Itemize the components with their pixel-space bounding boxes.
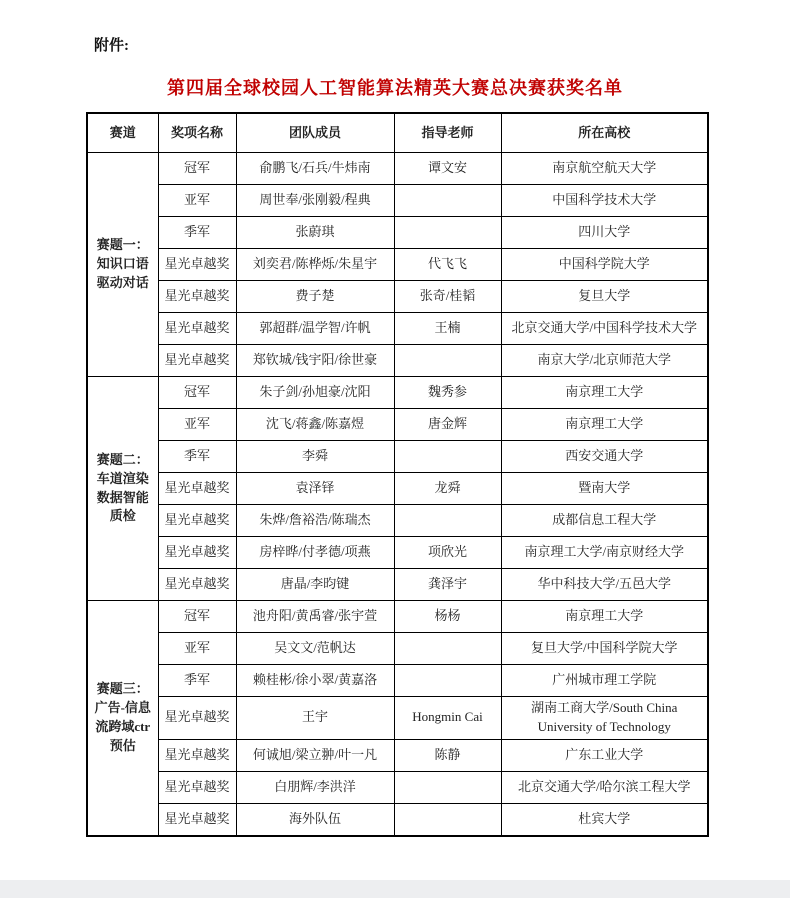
col-header-advisor: 指导老师 <box>394 113 501 153</box>
advisor-cell <box>394 633 501 665</box>
advisor-cell: 唐金辉 <box>394 409 501 441</box>
university-cell: 中国科学院大学 <box>501 249 708 281</box>
advisor-cell <box>394 665 501 697</box>
award-cell: 亚军 <box>158 633 236 665</box>
table-body <box>87 153 708 836</box>
members-cell: 沈飞/蒋鑫/陈嘉煜 <box>236 409 394 441</box>
university-cell: 南京理工大学 <box>501 377 708 409</box>
award-cell: 冠军 <box>158 601 236 633</box>
col-header-university: 所在高校 <box>501 113 708 153</box>
university-cell: 复旦大学/中国科学院大学 <box>501 633 708 665</box>
advisor-cell <box>394 803 501 836</box>
award-cell: 亚军 <box>158 409 236 441</box>
members-cell: 朱烨/詹裕浩/陈瑞杰 <box>236 505 394 537</box>
members-cell: 房梓晔/付孝德/项燕 <box>236 537 394 569</box>
awards-table <box>86 112 709 837</box>
university-cell: 南京航空航天大学 <box>501 153 708 185</box>
university-cell: 成都信息工程大学 <box>501 505 708 537</box>
table-row <box>87 185 708 217</box>
award-cell: 星光卓越奖 <box>158 345 236 377</box>
award-cell: 季军 <box>158 441 236 473</box>
university-cell: 湖南工商大学/South China University of Technology <box>501 697 708 740</box>
table-row <box>87 473 708 505</box>
advisor-cell: 杨杨 <box>394 601 501 633</box>
table-row <box>87 697 708 740</box>
university-cell: 北京交通大学/哈尔滨工程大学 <box>501 771 708 803</box>
members-cell: 费子楚 <box>236 281 394 313</box>
university-cell: 西安交通大学 <box>501 441 708 473</box>
advisor-cell <box>394 185 501 217</box>
university-cell: 暨南大学 <box>501 473 708 505</box>
award-cell: 星光卓越奖 <box>158 697 236 740</box>
table-row <box>87 739 708 771</box>
advisor-cell: 魏秀参 <box>394 377 501 409</box>
advisor-cell: 张奇/桂韬 <box>394 281 501 313</box>
page-title: 第四届全球校园人工智能算法精英大赛总决赛获奖名单 <box>167 78 623 98</box>
members-cell: 池舟阳/黄禹睿/张宇萱 <box>236 601 394 633</box>
members-cell: 袁泽铎 <box>236 473 394 505</box>
members-cell: 唐晶/李昀键 <box>236 569 394 601</box>
members-cell: 周世奉/张刚毅/程典 <box>236 185 394 217</box>
university-cell: 南京理工大学 <box>501 601 708 633</box>
members-cell: 郭超群/温学智/许帆 <box>236 313 394 345</box>
award-cell: 星光卓越奖 <box>158 771 236 803</box>
advisor-cell <box>394 441 501 473</box>
university-cell: 北京交通大学/中国科学技术大学 <box>501 313 708 345</box>
award-cell: 星光卓越奖 <box>158 569 236 601</box>
award-cell: 季军 <box>158 217 236 249</box>
table-row <box>87 537 708 569</box>
table-header <box>87 113 708 153</box>
award-cell: 冠军 <box>158 153 236 185</box>
members-cell: 郑钦城/钱宇阳/徐世豪 <box>236 345 394 377</box>
advisor-cell: 陈静 <box>394 739 501 771</box>
members-cell: 张蔚琪 <box>236 217 394 249</box>
table-row <box>87 281 708 313</box>
track-cell: 赛题二：车道渲染数据智能质检 <box>87 377 158 601</box>
members-cell: 王宇 <box>236 697 394 740</box>
track-cell: 赛题一：知识口语驱动对话 <box>87 153 158 377</box>
award-cell: 星光卓越奖 <box>158 505 236 537</box>
table-row <box>87 409 708 441</box>
members-cell: 赖桂彬/徐小翠/黄嘉洛 <box>236 665 394 697</box>
table-row <box>87 153 708 185</box>
advisor-cell: 王楠 <box>394 313 501 345</box>
table-row <box>87 633 708 665</box>
award-cell: 星光卓越奖 <box>158 281 236 313</box>
university-cell: 南京理工大学 <box>501 409 708 441</box>
header-row <box>87 113 708 153</box>
university-cell: 南京理工大学/南京财经大学 <box>501 537 708 569</box>
table-row <box>87 505 708 537</box>
members-cell: 海外队伍 <box>236 803 394 836</box>
award-cell: 星光卓越奖 <box>158 739 236 771</box>
page-bottom-edge <box>0 880 790 898</box>
table-row <box>87 803 708 836</box>
award-cell: 冠军 <box>158 377 236 409</box>
table-row <box>87 377 708 409</box>
advisor-cell: 龙舜 <box>394 473 501 505</box>
award-cell: 星光卓越奖 <box>158 803 236 836</box>
table-row <box>87 665 708 697</box>
university-cell: 广东工业大学 <box>501 739 708 771</box>
table-row <box>87 313 708 345</box>
members-cell: 白朋辉/李洪洋 <box>236 771 394 803</box>
advisor-cell: 代飞飞 <box>394 249 501 281</box>
advisor-cell: 项欣光 <box>394 537 501 569</box>
advisor-cell <box>394 345 501 377</box>
university-cell: 华中科技大学/五邑大学 <box>501 569 708 601</box>
award-cell: 星光卓越奖 <box>158 537 236 569</box>
members-cell: 李舜 <box>236 441 394 473</box>
table-row <box>87 771 708 803</box>
col-header-members: 团队成员 <box>236 113 394 153</box>
table-row <box>87 217 708 249</box>
award-cell: 星光卓越奖 <box>158 473 236 505</box>
members-cell: 刘奕君/陈桦烁/朱星宇 <box>236 249 394 281</box>
members-cell: 俞鹏飞/石兵/牛炜南 <box>236 153 394 185</box>
university-cell: 四川大学 <box>501 217 708 249</box>
table-row <box>87 569 708 601</box>
award-cell: 星光卓越奖 <box>158 249 236 281</box>
table-row <box>87 249 708 281</box>
members-cell: 吴文文/范帆达 <box>236 633 394 665</box>
table-row <box>87 441 708 473</box>
university-cell: 杜宾大学 <box>501 803 708 836</box>
advisor-cell: 龚泽宇 <box>394 569 501 601</box>
members-cell: 朱子剑/孙旭豪/沈阳 <box>236 377 394 409</box>
col-header-award: 奖项名称 <box>158 113 236 153</box>
university-cell: 南京大学/北京师范大学 <box>501 345 708 377</box>
award-cell: 亚军 <box>158 185 236 217</box>
table-row <box>87 345 708 377</box>
attachment-label: 附件: <box>94 38 129 54</box>
advisor-cell: 谭文安 <box>394 153 501 185</box>
university-cell: 广州城市理工学院 <box>501 665 708 697</box>
university-cell: 复旦大学 <box>501 281 708 313</box>
advisor-cell <box>394 505 501 537</box>
col-header-track: 赛道 <box>87 113 158 153</box>
members-cell: 何诚旭/梁立翀/叶一凡 <box>236 739 394 771</box>
award-cell: 星光卓越奖 <box>158 313 236 345</box>
track-cell: 赛题三：广告-信息流跨域ctr预估 <box>87 601 158 836</box>
table-row <box>87 601 708 633</box>
university-cell: 中国科学技术大学 <box>501 185 708 217</box>
advisor-cell <box>394 771 501 803</box>
award-cell: 季军 <box>158 665 236 697</box>
advisor-cell <box>394 217 501 249</box>
advisor-cell: Hongmin Cai <box>394 697 501 740</box>
